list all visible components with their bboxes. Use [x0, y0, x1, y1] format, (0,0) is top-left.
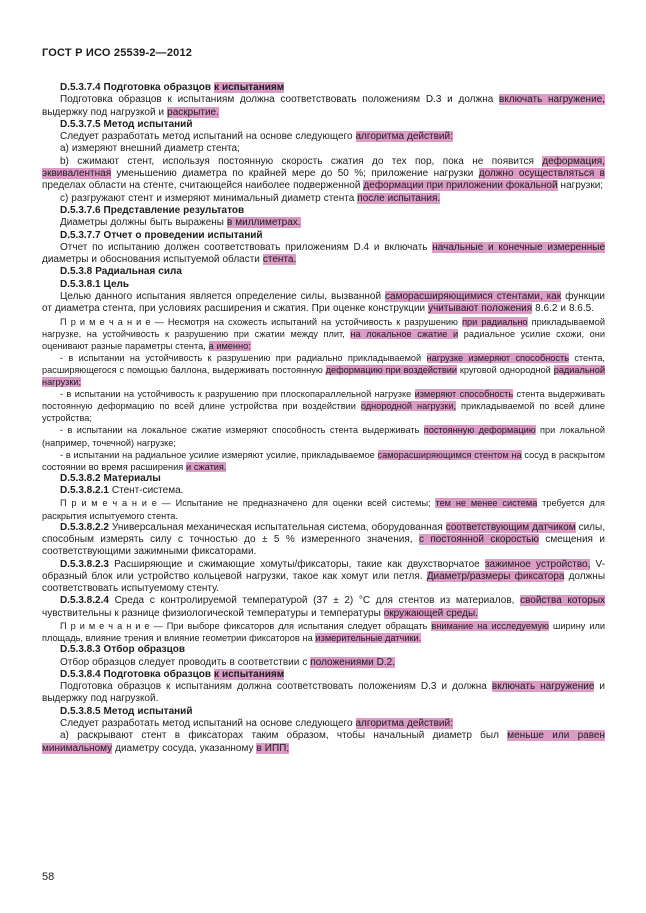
- text-segment: Расширяющие и сжимающие хомуты/фиксаторы, такие как двухстворчатое: [114, 558, 485, 570]
- text-segment: Следует разработать метод испытаний на основе следующего: [60, 131, 356, 143]
- section-heading: [42, 279, 605, 291]
- highlighted-text: свойства которых: [520, 595, 606, 607]
- highlighted-text: в миллиметрах.: [226, 217, 301, 229]
- highlighted-text: в ИПП;: [256, 742, 290, 754]
- paragraph: [42, 316, 605, 352]
- highlighted-text: а именно:: [208, 340, 251, 351]
- text-segment: a) раскрывают стент в фиксаторах таким образом, чтобы начальный диаметр был: [60, 730, 508, 742]
- highlighted-text: после испытания.: [357, 192, 441, 204]
- highlighted-text: включать нагружение,: [499, 94, 605, 106]
- highlighted-text: зажимное устройство,: [484, 558, 591, 570]
- highlighted-text: начальные и конечные измеренные: [432, 241, 606, 253]
- highlighted-text: саморасширяющимся стентом на: [377, 449, 522, 460]
- highlighted-text: и сжатия.: [185, 461, 227, 472]
- highlighted-text: постоянную деформацию: [423, 425, 536, 436]
- text-segment: D.5.3.8.3 Отбор образцов: [60, 644, 186, 656]
- text-segment: 8.6.2 и 8.6.5.: [532, 303, 594, 315]
- highlighted-text: должно осуществляться в: [478, 168, 605, 180]
- section-heading: [42, 473, 605, 485]
- text-segment: Диаметры должны быть выражены: [60, 217, 227, 229]
- text-segment: П р и м е ч а н и е — Испытание не предназначено для оценки всей системы;: [60, 498, 436, 509]
- text-segment: D.5.3.8.5 Метод испытаний: [60, 705, 193, 717]
- paragraph: [42, 559, 605, 596]
- highlighted-text: однородной нагрузки,: [360, 401, 457, 412]
- highlighted-text: учитывают положения: [428, 303, 533, 315]
- highlighted-text: стента.: [262, 254, 297, 266]
- document-standard-number: ГОСТ Р ИСО 25539-2—2012: [42, 47, 193, 59]
- paragraph: [42, 620, 605, 644]
- section-heading: [42, 266, 605, 278]
- text-segment: - в испытании на локальное сжатие измеряют способность стента выдерживать: [60, 425, 424, 436]
- highlighted-text: внимание на исследуемую: [431, 621, 549, 632]
- text-segment: D.5.3.8.2.1: [60, 485, 112, 497]
- text-segment: силы, способным измерять силу с точностью до ± 5 % измеренного значения,: [42, 521, 605, 545]
- text-segment: a) измеряют внешний диаметр стента;: [60, 143, 240, 155]
- paragraph: [42, 424, 605, 448]
- text-segment: D.5.3.8 Радиальная сила: [60, 266, 182, 278]
- section-heading: [42, 644, 605, 656]
- text-segment: c) разгружают стент и измеряют минимальный диаметр стента: [60, 192, 358, 204]
- highlighted-text: окружающей среды.: [383, 607, 478, 619]
- paragraph: [42, 156, 605, 193]
- text-segment: П р и м е ч а н и е — При выборе фиксаторов для испытания следует обращать: [60, 621, 432, 632]
- text-segment: смещения и соответствующими зажимными фиксаторами.: [42, 533, 605, 558]
- paragraph: [42, 485, 605, 497]
- highlighted-text: Диаметр/размеры фиксатора: [426, 570, 565, 582]
- text-segment: требуется для раскрытия испытуемого стента.: [42, 498, 605, 521]
- text-segment: стента, расширяющегося с помощью баллона, выдерживать постоянную: [42, 352, 605, 376]
- text-segment: уменьшению диаметра по крайней мере до 50 %; приложение нагрузки: [111, 168, 479, 180]
- page-number: 58: [42, 871, 55, 883]
- section-heading: [42, 119, 605, 131]
- paragraph: [42, 595, 605, 620]
- document-body: [42, 82, 605, 755]
- paragraph: [42, 143, 605, 155]
- text-segment: стента выдерживать постоянную деформацию по всей длине устройства при воздействии: [42, 389, 605, 412]
- paragraph: [42, 681, 605, 706]
- highlighted-text: измеряют способность: [414, 389, 514, 400]
- text-segment: нагрузки;: [557, 180, 604, 192]
- text-segment: D.5.3.8.4 Подготовка образцов: [60, 668, 214, 680]
- paragraph: [42, 449, 605, 473]
- text-segment: и выдержку под нагрузкой.: [42, 681, 605, 705]
- highlighted-text: радиальной нагрузки;: [42, 365, 605, 388]
- highlighted-text: к испытаниям: [213, 668, 285, 680]
- highlighted-text: раскрытие.: [167, 106, 219, 118]
- text-segment: - в испытании на устойчивость к разрушению при радиально прикладываемой: [60, 352, 427, 363]
- section-heading: [42, 230, 605, 242]
- highlighted-text: деформация, эквивалентная: [42, 155, 605, 180]
- highlighted-text: при радиально: [462, 316, 528, 327]
- text-segment: D.5.3.8.2 Материалы: [60, 472, 161, 484]
- text-segment: D.5.3.7.5 Метод испытаний: [60, 118, 193, 130]
- highlighted-text: саморасширяющимися стентами, как: [385, 291, 562, 303]
- text-segment: D.5.3.8.2.3: [60, 558, 115, 570]
- highlighted-text: к испытаниям: [213, 82, 285, 93]
- highlighted-text: соответствующим датчиком: [445, 521, 576, 533]
- text-segment: Универсальная механическая испытательная система, оборудованная: [111, 521, 446, 533]
- text-segment: V-образный блок или устройство кольцевой нагрузки, такое как хомут или петля.: [42, 558, 606, 582]
- highlighted-text: деформации при приложении фокальной: [363, 180, 558, 192]
- text-segment: Целью данного испытания является определение силы, вызванной: [60, 291, 386, 303]
- text-segment: радиальное усилие схожи, они оценивают разные параметры стента,: [42, 328, 605, 351]
- text-segment: выдержку под нагрузкой и: [42, 106, 168, 118]
- text-segment: D.5.3.8.1 Цель: [60, 278, 130, 290]
- highlighted-text: алгоритма действий:: [355, 717, 453, 729]
- text-segment: ширину или площадь, влияние трения и влияние геометрии фиксаторов на: [42, 621, 605, 644]
- text-segment: - в испытании на радиальное усилие измеряют усилие, прикладываемое: [60, 449, 378, 460]
- text-segment: сосуд в раскрытом состоянии во время расширения: [42, 449, 605, 472]
- text-segment: прикладываемой по всей длине устройства;: [42, 401, 606, 424]
- text-segment: D.5.3.8.2.2: [60, 521, 112, 533]
- highlighted-text: положениями D.2.: [310, 656, 396, 668]
- paragraph: [42, 291, 605, 316]
- paragraph: [42, 352, 605, 388]
- highlighted-text: с постоянной скоростью: [418, 533, 539, 545]
- highlighted-text: измерительные датчики.: [315, 633, 422, 644]
- text-segment: функции от диаметра стента, при условиях расширения и сжатия. При оценке конструкции: [42, 291, 606, 315]
- paragraph: [42, 730, 605, 755]
- text-segment: D.5.3.8.2.4: [60, 595, 115, 607]
- paragraph: [42, 522, 605, 559]
- text-segment: диаметры и обоснования испытуемой области: [42, 254, 263, 266]
- paragraph: [42, 497, 605, 521]
- text-segment: прикладываемой нагрузке, на устойчивость к разрушению при сжатии между плит,: [42, 316, 605, 339]
- text-segment: П р и м е ч а н и е — Несмотря на схожесть испытаний на устойчивость к разрушению: [60, 316, 463, 327]
- text-segment: D.5.3.7.4 Подготовка образцов: [60, 82, 214, 93]
- section-heading: [42, 706, 605, 718]
- text-segment: должны соответствовать испытуемому стенту.: [42, 570, 606, 595]
- paragraph: [42, 718, 605, 730]
- section-heading: [42, 669, 605, 681]
- highlighted-text: тем не менее система: [435, 498, 538, 509]
- paragraph: [42, 242, 605, 267]
- text-segment: диаметру сосуда, указанному: [112, 742, 257, 754]
- text-segment: пределах области на стенте, считающейся наиболее подверженной: [42, 180, 364, 192]
- section-heading: [42, 82, 605, 94]
- highlighted-text: деформацию при воздействии: [325, 365, 457, 376]
- text-segment: Отчет по испытанию должен соответствовать приложениям D.4 и включать: [60, 241, 433, 253]
- paragraph: [42, 131, 605, 143]
- text-segment: чувствительны к разнице физиологической температуры и температуры: [42, 607, 384, 619]
- text-segment: Подготовка образцов к испытаниям должна соответствовать положениям D.3 и должна: [60, 94, 500, 106]
- paragraph: [42, 193, 605, 205]
- text-segment: Подготовка образцов к испытаниям должна соответствовать положениям D.3 и должна: [60, 681, 492, 693]
- text-segment: b) сжимают стент, используя постоянную скорость сжатия до тех пор, пока не появится: [60, 155, 543, 167]
- section-heading: [42, 205, 605, 217]
- highlighted-text: нагрузке измеряют способность: [426, 352, 569, 363]
- text-segment: D.5.3.7.7 Отчет о проведении испытаний: [60, 229, 263, 241]
- text-segment: круговой однородной: [456, 365, 554, 376]
- highlighted-text: включать нагружение: [491, 681, 595, 693]
- highlighted-text: алгоритма действий:: [355, 131, 453, 143]
- text-segment: - в испытании на устойчивость к разрушению при плоскопараллельной нагрузке: [60, 389, 415, 400]
- paragraph: [42, 217, 605, 229]
- text-segment: Отбор образцов следует проводить в соответствии с: [60, 656, 311, 668]
- paragraph: [42, 657, 605, 669]
- text-segment: Среда с контролируемой температурой (37 ± 2) °C для стентов из материалов,: [114, 595, 521, 607]
- text-segment: D.5.3.7.6 Представление результатов: [60, 204, 245, 216]
- text-segment: при локальной (например, точечной) нагрузке;: [42, 425, 605, 448]
- highlighted-text: меньше или равен минимальному: [42, 730, 605, 754]
- highlighted-text: на локальное сжатие и: [350, 328, 459, 339]
- paragraph: [42, 388, 605, 424]
- text-segment: Стент-система.: [111, 485, 184, 497]
- text-segment: Следует разработать метод испытаний на основе следующего: [60, 717, 356, 729]
- paragraph: [42, 94, 605, 119]
